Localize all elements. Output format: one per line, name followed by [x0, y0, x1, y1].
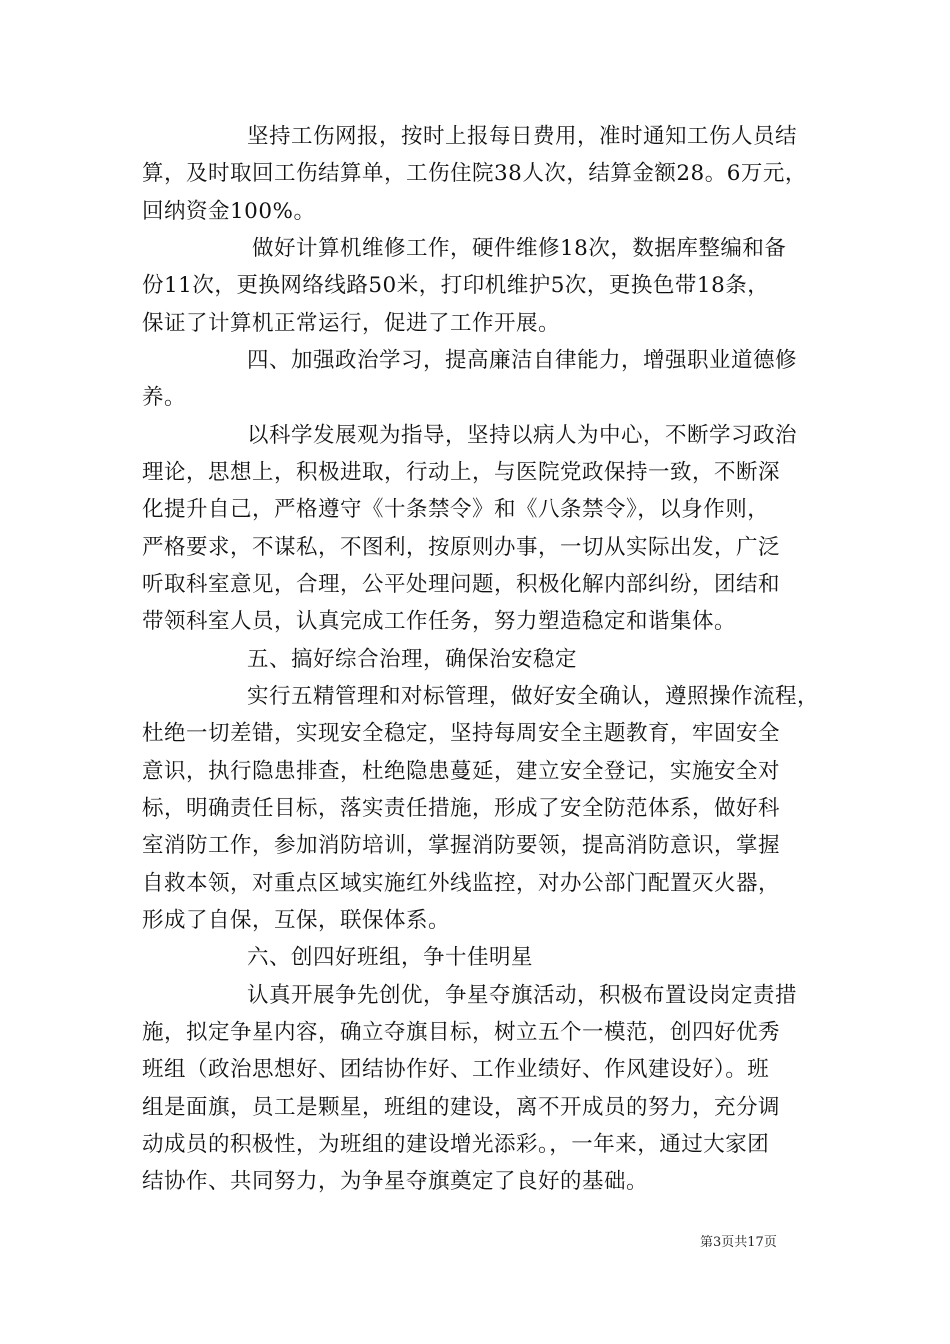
paragraph-line: 化提升自己，严格遵守《十条禁令》和《八条禁令》，以身作则， [142, 497, 770, 522]
paragraph-line: 带领科室人员，认真完成工作任务，努力塑造稳定和谐集体。 [142, 609, 737, 634]
paragraph-line: 做好计算机维修工作，硬件维修18次，数据库整编和备 [252, 236, 787, 261]
paragraph-line: 份11次，更换网络线路50米，打印机维护5次，更换色带18条， [142, 273, 770, 298]
paragraph-line: 算，及时取回工伤结算单，工伤住院38人次，结算金额28。6万元， [142, 161, 807, 186]
paragraph-line: 认真开展争先创优，争星夺旗活动，积极布置设岗定责措 [247, 983, 798, 1008]
paragraph-line: 标，明确责任目标，落实责任措施，形成了安全防范体系，做好科 [142, 796, 781, 821]
paragraph-line: 动成员的积极性，为班组的建设增光添彩。，一年来，通过大家团 [142, 1132, 770, 1157]
paragraph-line: 自救本领，对重点区域实施红外线监控，对办公部门配置灭火器， [142, 871, 781, 896]
paragraph-line: 杜绝一切差错，实现安全稳定，坚持每周安全主题教育，牢固安全 [142, 721, 781, 746]
paragraph-line: 室消防工作，参加消防培训，掌握消防要领，提高消防意识，掌握 [142, 833, 781, 858]
section-heading: 四、加强政治学习，提高廉洁自律能力，增强职业道德修 [247, 348, 798, 373]
paragraph-line: 回纳资金100%。 [142, 199, 316, 224]
paragraph-line: 形成了自保，互保，联保体系。 [142, 908, 451, 933]
paragraph-line: 以科学发展观为指导，坚持以病人为中心，不断学习政治 [247, 423, 798, 448]
section-heading-continued: 养。 [142, 385, 187, 410]
section-heading: 五、搞好综合治理，确保治安稳定 [247, 647, 578, 672]
paragraph-line: 班组（政治思想好、团结协作好、工作业绩好、作风建设好）。班 [142, 1057, 770, 1082]
page-number: 第3页共17页 [700, 1235, 777, 1250]
paragraph-line: 理论，思想上，积极进取，行动上，与医院党政保持一致，不断深 [142, 460, 781, 485]
paragraph-line: 听取科室意见，合理，公平处理问题，积极化解内部纠纷，团结和 [142, 572, 781, 597]
paragraph-line: 严格要求，不谋私，不图利，按原则办事，一切从实际出发，广泛 [142, 535, 781, 560]
paragraph-line: 施，拟定争星内容，确立夺旗目标，树立五个一模范，创四好优秀 [142, 1020, 781, 1045]
paragraph-line: 意识，执行隐患排查，杜绝隐患蔓延，建立安全登记，实施安全对 [142, 759, 781, 784]
paragraph-line: 坚持工伤网报，按时上报每日费用，准时通知工伤人员结 [247, 124, 798, 149]
section-heading: 六、创四好班组，争十佳明星 [247, 945, 534, 970]
paragraph-line: 实行五精管理和对标管理，做好安全确认，遵照操作流程， [247, 684, 820, 709]
paragraph-line: 保证了计算机正常运行，促进了工作开展。 [142, 311, 561, 336]
paragraph-line: 结协作、共同努力，为争星夺旗奠定了良好的基础。 [142, 1169, 649, 1194]
paragraph-line: 组是面旗，员工是颗星，班组的建设，离不开成员的努力，充分调 [142, 1095, 781, 1120]
